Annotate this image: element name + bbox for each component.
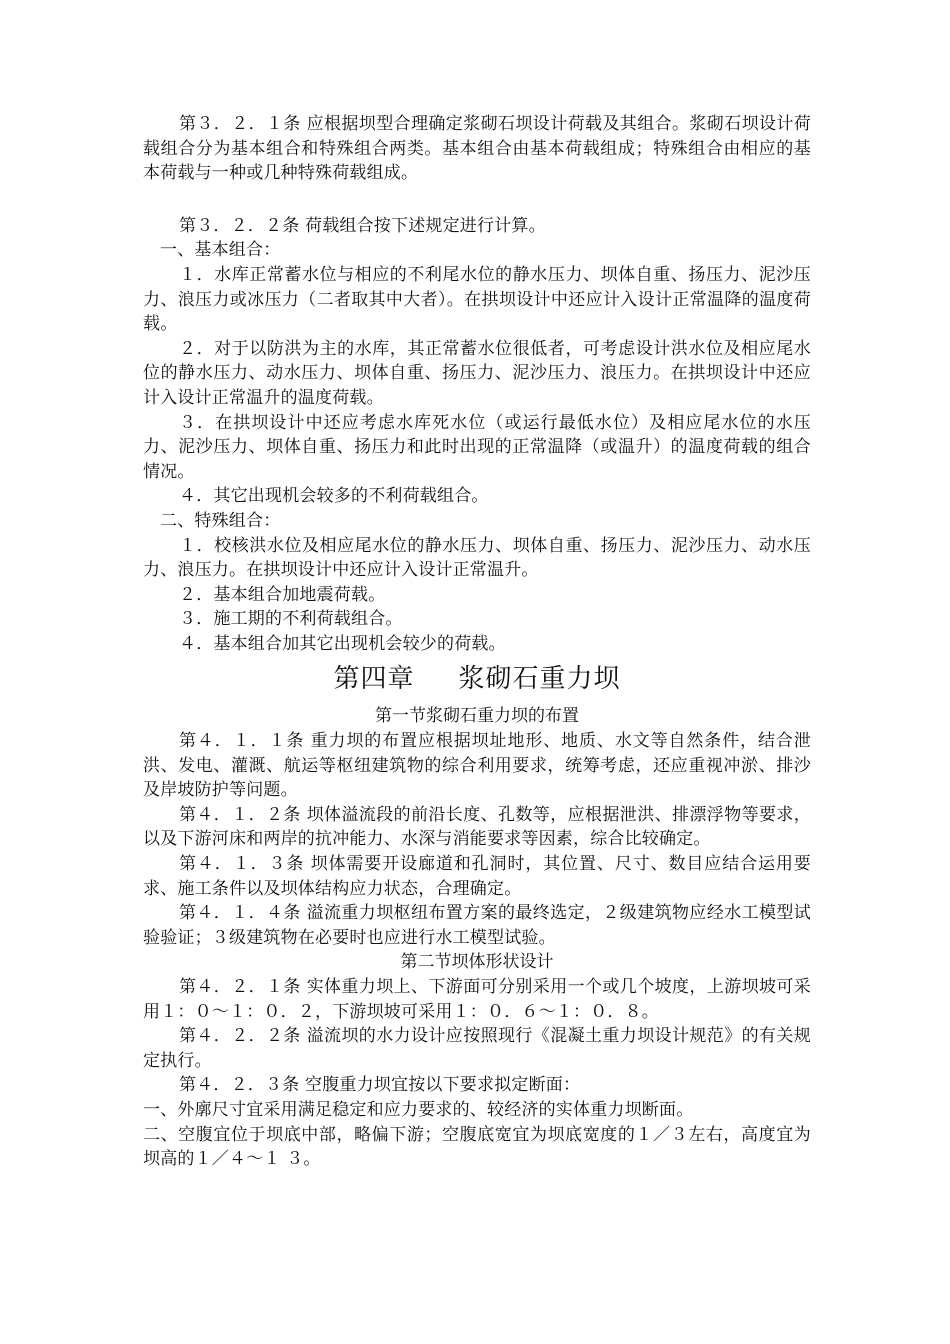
article-4-2-3-item-2: 二、空腹宜位于坝底中部，略偏下游；空腹底宽宜为坝底宽度的１／３左右，高度宜为坝高的１／４～１ ３。 bbox=[143, 1124, 811, 1170]
special-combination-item-1: １．校核洪水位及相应尾水位的静水压力、坝体自重、扬压力、泥沙压力、动水压力、浪压力。在拱坝设计中还应计入设计正常温升。 bbox=[143, 535, 811, 581]
article-4-2-3: 第４．２．３条 空腹重力坝宜按以下要求拟定断面： bbox=[179, 1075, 581, 1096]
chapter-title: 浆砌石重力坝 bbox=[458, 664, 621, 695]
basic-combination-item-2: ２．对于以防洪为主的水库，其正常蓄水位很低者，可考虑设计洪水位及相应尾水位的静水压力、动水压力、坝体自重、扬压力、泥沙压力、浪压力。在拱坝设计中还应计入设计正常温升的温度荷载。 bbox=[143, 338, 811, 408]
section-heading-2: 第二节坝体形状设计 bbox=[400, 952, 554, 973]
basic-combination-item-1: １．水库正常蓄水位与相应的不利尾水位的静水压力、坝体自重、扬压力、泥沙压力、浪压力或冰压力（二者取其中大者）。在拱坝设计中还应计入设计正常温降的温度荷载。 bbox=[143, 264, 811, 335]
article-4-2-2: 第４．２．２条 溢流坝的水力设计应按照现行《混凝土重力坝设计规范》的有关规定执行。 bbox=[143, 1026, 811, 1071]
article-4-1-4: 第４．１．４条 溢流重力坝枢纽布置方案的最终选定，２级建筑物应经水工模型试验验证；３级建筑物在必要时也应进行水工模型试验。 bbox=[143, 903, 811, 948]
article-4-1-2: 第４．１．２条 坝体溢流段的前沿长度、孔数等，应根据泄洪、排漂浮物等要求，以及下游河床和两岸的抗冲能力、水深与消能要求等因素，综合比较确定。 bbox=[143, 804, 811, 850]
special-combination-item-2: ２．基本组合加地震荷载。 bbox=[179, 584, 386, 605]
article-4-2-1: 第４．２．１条 实体重力坝上、下游面可分别采用一个或几个坡度，上游坝坡可采用１：０～１：０．２，下游坝坡可采用１：０．６～１：０．８。 bbox=[143, 977, 811, 1022]
paragraph-gap bbox=[143, 186, 811, 214]
chapter-number: 第四章 bbox=[333, 664, 415, 695]
special-combination-item-3: ３．施工期的不利荷载组合。 bbox=[179, 609, 403, 630]
basic-combination-heading: 一、基本组合： bbox=[160, 240, 281, 261]
special-combination-item-4: ４．基本组合加其它出现机会较少的荷载。 bbox=[179, 633, 506, 654]
basic-combination-item-4: ４．其它出现机会较多的不利荷载组合。 bbox=[179, 486, 489, 507]
article-3-2-2: 第３．２．２条 荷载组合按下述规定进行计算。 bbox=[179, 215, 546, 236]
article-4-1-3: 第４．１．３条 坝体需要开设廊道和孔洞时，其位置、尺寸、数目应结合运用要求、施工条件以及坝体结构应力状态，合理确定。 bbox=[143, 854, 811, 899]
document-page bbox=[143, 112, 811, 1172]
article-4-2-3-item-1: 一、外廓尺寸宜采用满足稳定和应力要求的、较经济的实体重力坝断面。 bbox=[143, 1099, 694, 1120]
basic-combination-item-3: ３．在拱坝设计中还应考虑水库死水位（或运行最低水位）及相应尾水位的水压力、泥沙压力、坝体自重、扬压力和此时出现的正常温降（或温升）的温度荷载的组合情况。 bbox=[143, 412, 811, 482]
chapter-heading bbox=[143, 660, 811, 698]
special-combination-heading: 二、特殊组合： bbox=[160, 510, 281, 531]
article-3-2-1: 第３．２．１条 应根据坝型合理确定浆砌石坝设计荷载及其组合。浆砌石坝设计荷载组合分为基本组合和特殊组合两类。基本组合由基本荷载组成；特殊组合由相应的基本荷载与一种或几种特殊荷载组成。 bbox=[143, 114, 811, 184]
article-4-1-1: 第４．１．１条 重力坝的布置应根据坝址地形、地质、水文等自然条件，结合泄洪、发电、灌溉、航运等枢纽建筑物的综合利用要求，统筹考虑，还应重视冲淤、排沙及岸坡防护等问题。 bbox=[143, 731, 811, 801]
section-heading-1: 第一节浆砌石重力坝的布置 bbox=[375, 706, 579, 727]
